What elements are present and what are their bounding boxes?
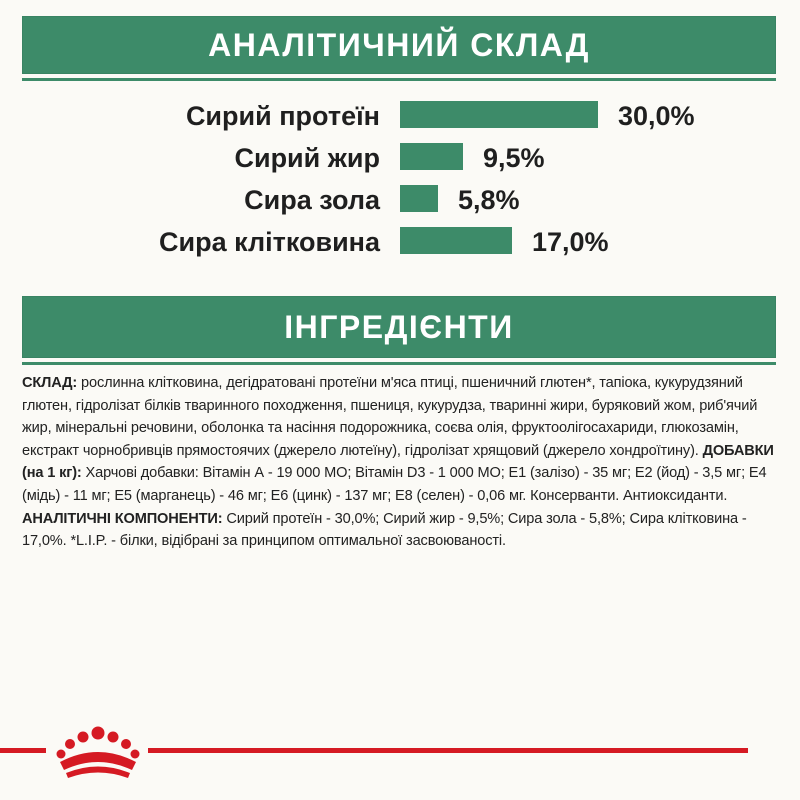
bar-row (0, 137, 800, 179)
footer-red-line-left (0, 748, 46, 753)
bar (400, 101, 598, 128)
bar-value-label: 5,8% (458, 185, 520, 215)
bar-value-label: 9,5% (483, 143, 545, 173)
crown-logo-icon (52, 722, 144, 784)
bar-category-label: Сирий протеїн (185, 101, 380, 131)
bar-category-label: Сирий жир (234, 143, 380, 173)
additives-label: ДОБАВКИ (на 1 кг): (22, 442, 774, 482)
bar (400, 143, 463, 170)
ingredients-banner (22, 296, 776, 358)
additives-text: Харчові добавки: Вітамін А - 19 000 МО; Вітамін D3 - 1 000 МО; Е1 (залізо) - 35 мг; Е2 (йод) - 3,5 мг; Е4 (мідь) - 11 мг; Е5 (марганець) - 46 мг; Е6 (цинк) - 137 мг; Е8 (селен) - 0,06 мг. Консерванти. Антиоксиданти. (22, 465, 767, 504)
bar (400, 185, 438, 212)
banner-underline (22, 78, 776, 81)
footer-red-line-right (148, 748, 748, 753)
bar-value-label: 17,0% (532, 227, 609, 257)
analytic-components-label: АНАЛІТИЧНІ КОМПОНЕНТИ: (22, 510, 223, 527)
bar-row (0, 179, 800, 221)
analytic-composition-banner (22, 16, 776, 74)
bar-value-label: 30,0% (618, 101, 695, 131)
composition-text: рослинна клітковина, дегідратовані протеїни м'яса птиці, пшеничний глютен*, тапіока, кукурудзяний глютен, гідролізат білків тваринного походження, пшениця, кукурудза, тваринні жири, буряковий жом, риб'ячий жир, мінеральні речовини, оболонка та насіння подорожника, соєва олія, фруктоолігосахариди, глюкозамін, екстракт чорнобривців прямостоячих (джерело лютеїну), гідролізат хрящовий (джерело хондроїтину). (22, 375, 758, 459)
composition-label: СКЛАД: (22, 375, 78, 391)
bar-category-label: Сира зола (244, 185, 380, 215)
bar-row (0, 221, 800, 263)
bar-category-label: Сира клітковина (159, 227, 380, 257)
ingredients-title: ІНГРЕДІЄНТИ (284, 308, 514, 345)
banner-underline (22, 362, 776, 365)
ingredients-text (22, 372, 782, 553)
bar-row (0, 95, 800, 137)
bar (400, 227, 512, 254)
analytic-composition-title: АНАЛІТИЧНИЙ СКЛАД (208, 26, 590, 63)
analytic-components-text: Сирий протеїн - 30,0%; Сирий жир - 9,5%; Сира зола - 5,8%; Сира клітковина - 17,0%. *L.I.P. - білки, відібрані за принципом оптимальної засвоюваності. (22, 510, 747, 550)
